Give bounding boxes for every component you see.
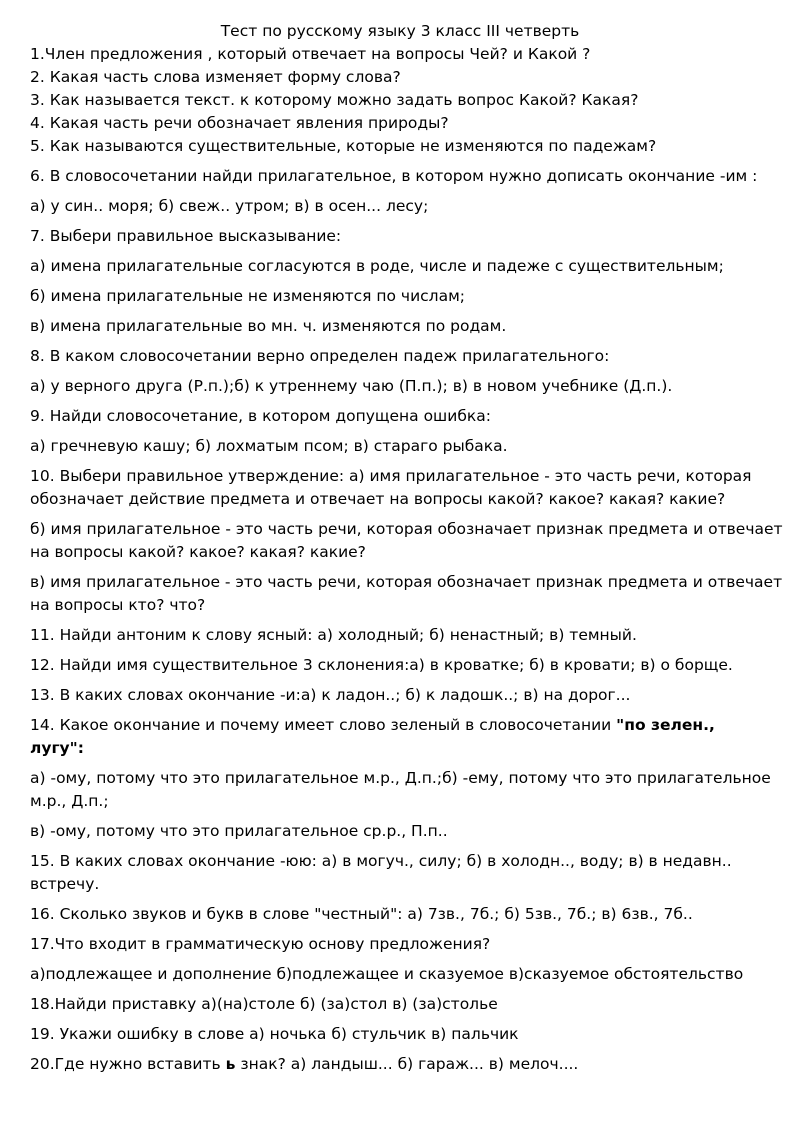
question-15: [30, 850, 770, 896]
question-7-option-b: б) имена прилагательные не изменяются по числам;: [30, 287, 465, 305]
question-14-option-ab-line-2: м.р., Д.п.;: [30, 792, 109, 810]
question-17: 17.Что входит в грамматическую основу предложения?: [30, 935, 491, 953]
question-10: [30, 465, 770, 511]
question-9-options: а) гречневую кашу; б) лохматым псом; в) стараго рыбака.: [30, 437, 508, 455]
question-12: 12. Найди имя существительное 3 склонения:а) в кроватке; б) в кровати; в) о борще.: [30, 656, 733, 674]
question-10-line-2: обозначает действие предмета и отвечает на вопросы какой? какое? какая? какие?: [30, 490, 726, 508]
question-10-option-c: [30, 571, 783, 617]
question-18: 18.Найди приставку а)(на)столе б) (за)стол в) (за)столье: [30, 995, 498, 1013]
question-8: 8. В каком словосочетании верно определен падеж прилагательного:: [30, 347, 610, 365]
question-10-line-1: 10. Выбери правильное утверждение: а) имя прилагательное - это часть речи, которая: [30, 467, 752, 485]
question-10-option-b-line-1: б) имя прилагательное - это часть речи, которая обозначает признак предмета и отвечает: [30, 520, 783, 538]
question-17-options: а)подлежащее и дополнение б)подлежащее и сказуемое в)сказуемое обстоятельство: [30, 965, 744, 983]
question-20-soft-sign: ь: [225, 1055, 236, 1073]
question-10-option-c-line-2: на вопросы кто? что?: [30, 596, 206, 614]
question-20-text-b: знак? а) ландыш... б) гараж... в) мелоч....: [235, 1055, 579, 1073]
question-10-option-c-line-1: в) имя прилагательное - это часть речи, которая обозначает признак предмета и отвечает: [30, 573, 783, 591]
question-3: 3. Как называется текст. к которому можно задать вопрос Какой? Какая?: [30, 91, 639, 109]
page-title: Тест по русскому языку 3 класс III четверть: [220, 22, 580, 40]
question-10-option-b-line-2: на вопросы какой? какое? какая? какие?: [30, 543, 366, 561]
question-5: 5. Как называются существительные, которые не изменяются по падежам?: [30, 137, 657, 155]
question-14-option-ab: [30, 767, 770, 813]
question-19: 19. Укажи ошибку в слове а) ночька б) стульчик в) пальчик: [30, 1025, 519, 1043]
question-16: 16. Сколько звуков и букв в слове "честный": а) 7зв., 7б.; б) 5зв., 7б.; в) 6зв., 7б..: [30, 905, 693, 923]
question-9: 9. Найди словосочетание, в котором допущена ошибка:: [30, 407, 491, 425]
question-7-option-a: а) имена прилагательные согласуются в роде, числе и падеже с существительным;: [30, 257, 724, 275]
question-13: 13. В каких словах окончание -и:а) к ладон..; б) к ладошк..; в) на дорог...: [30, 686, 631, 704]
question-8-options: а) у верного друга (Р.п.);б) к утреннему чаю (П.п.); в) в новом учебнике (Д.п.).: [30, 377, 673, 395]
question-14-text: 14. Какое окончание и почему имеет слово зеленый в словосочетании: [30, 716, 617, 734]
question-7: 7. Выбери правильное высказывание:: [30, 227, 342, 245]
question-4: 4. Какая часть речи обозначает явления природы?: [30, 114, 449, 132]
question-2: 2. Какая часть слова изменяет форму слова?: [30, 68, 401, 86]
question-15-line-1: 15. В каких словах окончание -юю: а) в могуч., силу; б) в холодн.., воду; в) в недавн..: [30, 852, 732, 870]
question-10-option-b: [30, 518, 783, 564]
question-6-options: а) у син.. моря; б) свеж.. утром; в) в осен... лесу;: [30, 197, 429, 215]
question-14-phrase: "по зелен., лугу":: [30, 716, 715, 757]
question-7-option-c: в) имена прилагательные во мн. ч. изменяются по родам.: [30, 317, 507, 335]
question-15-line-2: встречу.: [30, 875, 100, 893]
question-1: 1.Член предложения , который отвечает на вопросы Чей? и Какой ?: [30, 45, 591, 63]
question-14: [30, 714, 770, 760]
question-20: [30, 1053, 770, 1076]
question-14-option-c: в) -ому, потому что это прилагательное ср.р., П.п..: [30, 822, 448, 840]
question-14-option-ab-line-1: а) -ому, потому что это прилагательное м.р., Д.п.;б) -ему, потому что это прилагательное: [30, 769, 771, 787]
question-6: 6. В словосочетании найди прилагательное, в котором нужно дописать окончание -им :: [30, 167, 758, 185]
question-20-text-a: 20.Где нужно вставить: [30, 1055, 226, 1073]
question-11: 11. Найди антоним к слову ясный: а) холодный; б) ненастный; в) темный.: [30, 626, 637, 644]
